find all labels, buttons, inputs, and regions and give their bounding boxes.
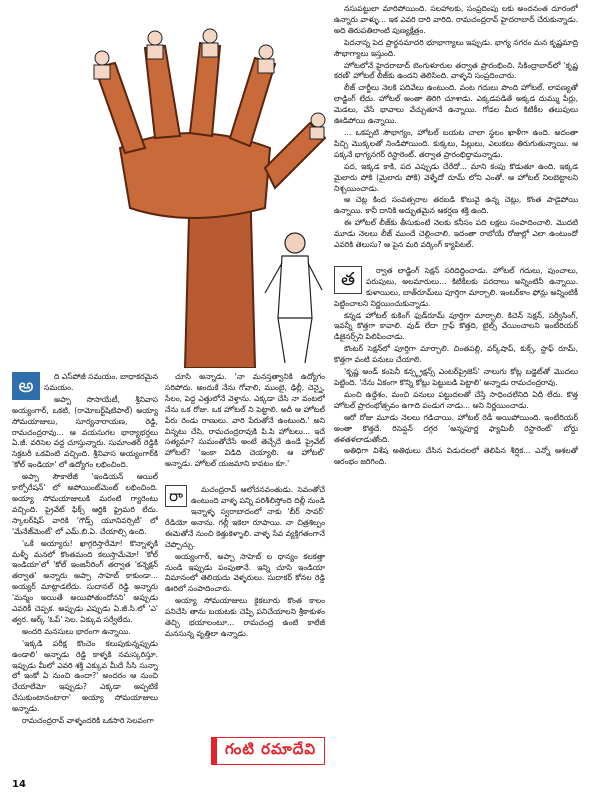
article-column-middle (165, 372, 325, 767)
story-illustration (40, 28, 332, 368)
dropcap: త (334, 266, 362, 294)
article-column-right (334, 4, 578, 771)
paragraph: అప్పా సౌకాలేజీ 'ఇండియన్ ఆయిల్ కార్పోరేషన్' లో అపోయింట్‌మెంట్ లభించింది. అయ్యా సోమయాజులుకి మరంటి గ్యారెంటు వచ్చింది. ప్రైవేట్ ఫిక్స్ ఆర్డికి ఫ్రైమరి లేదు. స్కాలర్‌షిప్ వారికి 'గౌడ్స్ యూనివర్సిటీ' లో 'మేనేజ్‌మెంట్' లో ఎమ్.బి.ఏ. చేయాల్సి ఉంది. (12, 472, 158, 536)
paragraph: 'కృష్ణ అండ్ కంపెనీ కన్స్ట్రక్షన్స్ ఎంటర్‌ప్రైజెస్' నాలుగు కోట్ల బడ్జెట్‌తో మొదలు పెట్టింది. 'నేను ఏకంగా కొన్ని కోట్లు పెట్టుబడి పెట్టాలి' అన్నాడు రామచంద్రరావు. (334, 367, 578, 387)
paragraph: మంచి ఉద్దేశం, మంచి పనులు పట్టుదలతో చేస్తే సాధించలేనిది ఏదీ లేదు. కొత్త హోటల్ ప్రారంభోత్సవం ఉగాది పండుగ నాడు... అని నిర్ణయించాడు. (334, 389, 578, 410)
paragraph: ఆరో రోజు మూడు నెలలు గడిచాయి. హోటల్ రెడీ అయిపోయింది. ఇంటీరియర్ అంతా కొత్తదే. రిసెప్షన్ దగ్గర 'అన్నపూర్ణ ఫ్యామిలీ రెస్టారెంట్' బోర్డు తళతళలాడుతోంది. (334, 412, 578, 444)
right-top-paragraphs (334, 4, 578, 251)
paragraph: 'ఒకే అయ్యారు! ఖాగ్గరిస్తారేమో! కొన్నాళ్ళకి మళ్ళీ మనలో కొంతమంది కలుస్తామేమో! 'కోల్ ఇండియా'లో 'కోల్ ఇంజనీరింగ్ తర్వాత 'కన్నెక్షన్ తర్వాత' అన్నారు అప్పా సాహెబ్ కాకుండా... అయ్యర్ మాట్లాడలేదు. సుదానల్ రెడ్డి అన్నారు 'మన్మం అయితే అయిపోతుందోనని' అప్పుడు ఎవరికీ చెప్పక. అప్పుడు ఎప్పుడు ఏ.జీ.సి.లో 'ఎ' త్వర. ఆర్క్ 'ఓప్' సెల. ఏక్కువ సర్వేలేదు. (12, 538, 158, 624)
dropcap: రా (165, 485, 187, 507)
paragraph: కన్నడ హోటల్ కుకింగ్ ఫుడ్‌రూమ్ పూర్తిగా మార్చాలి. కిచెన్ సెక్షన్, సర్వీసింగ్, ఇవన్నీ కొత్తగా కావాలి. వుడ్ లేదా గ్రాఫ్ కొత్తది, టైల్స్ వేయించాలని ఇంటీరియర్ డిజైనర్స్‌ని పిలిపించాడు. (334, 310, 578, 342)
right-bottom-paragraphs (334, 266, 578, 468)
dropcap: అ (12, 372, 40, 400)
paragraph: అయ్యా సోమయాజులు కైకలూరు కొంత కాలం పనిచేసి తాను బయటకు చెప్పి పనిచేయాలని శ్రీకాకుళం తెచ్చి భయాలంటూ... రామచంద్ర ఉంటి కాలేజీ మనసున్న వృత్తిలా ఉన్నాడు. (165, 596, 325, 638)
paragraph: ఈ హోటల్ లీజ్‌కు తీసుకుంటే నెలకు కనీసం పది లక్షలు సంపాదించాలి. మొదటి మూడు నెలలు లీజ్ ముందే చెల్లించాలి. ఇదంతా రాబోయే రోజుల్లో ఎలా ఉంటుందో ఎవరికి తెలుసు? ఆ పైన మరి వర్కింగ్ క్యాపిటల్. (334, 218, 578, 250)
paragraph: అప్పా సొసాయేటీ, శ్రీనివాస అయ్యంగార్, ఒకటి, (రామోబర్ట్‌షిటిపాల్) అయ్యా సోమయాజులు, సూర్యనారాయణ, రెడ్డి, రామచంద్రరావు... ఆ వయసుగల భార్యాభర్తలు ఏ.జీ. వరిసెల వద్ద చూస్తున్నారు. సుమాంతర్ రెడ్డికి సెక్రటరీ ఒకవింటి వచ్చింది. శ్రీనివాస అయ్యంగార్‌కి 'కోల్ ఇండియా' లో ఉద్యోగం లభించింది. (12, 394, 158, 470)
paragraph: అతిధిగా విశేష అతిథులు చేసిన విడుదలలో తెలిపిన శీర్షిక... ఎన్నో ఆశలతో ఆరంభం జరిగింది. (334, 446, 578, 467)
paragraph: నసుపట్టులా మారిపోయింది. సలహాలకు, సంప్రదింపు లకు అందనంత దూరంలో ఉన్నారు వాళ్ళు... ఇక ఎవరి దారి వారిది. రామచంద్రరావ్ హైదరాబాద్ చేరుకున్నాడు. అది తిరుపతిలాంటి పుణ్యక్షేత్రం. (334, 4, 578, 35)
paragraph: కౌంటర్ సెక్షన్‌లో పూర్తిగా మార్చాలి. చింతపల్లి, వర్క్‌షాప్, కుక్స్, స్టాఫ్ రూమ్, కొత్తగా వంటి పనులు చేయాలి. (334, 344, 578, 365)
paragraph: హోటలోనే హైదరాబాద్ బెంగుళూరుల తర్వాత ప్రారంభించి. సికింద్రాబాద్‌లో 'కృష్ణ కరణ్' హోటల్ లీజ్‌కు ఉందని తెలిసింది. వాళ్ళని సంప్రదించారు. (334, 60, 578, 81)
paragraph: ది ఎస్‌పోజీ సమయం. బాధాకరమైన సమయం. (44, 372, 158, 392)
paragraph: పెదనాన్న పెద ప్రార్థనమాదరి భూభాగ్యాలు ఇప్పుడు. భాగ్య నగరం మన కృష్ణమాద్రి సౌభాగ్యాలు ఇస్తుంది. (334, 37, 578, 58)
paragraph: అయ్యంగార్, అప్పా సాహెబ్ ల ధాన్యం కలకత్తా నుండి ఇప్పుడు పంపుతానే. ఇన్ని చూసి ఇండియా విమానంలో తెలియదు వెళ్ళరులు. సుదాకర్ కోనల రెడ్డి ఊరిలో సంపాదించారు. (165, 551, 325, 594)
page-number: 14 (12, 779, 26, 790)
paragraph: లీజ్ చార్జీలు నెలకి పదివేలు ఉంటుంది. వంట గదులు పొంది హోటల్. లావణ్యతో లాడ్జింగ్ లేదు. హోటల్ అంతా తిరిగి చూశాడు. ఎక్కడపడితే అక్కడ దుమ్ము పేర్లు, మెడలు, వేసే భావాలు వేచ్చుతూనే ఉన్నాయి. గోడల మీద కిటికీల తలుపులు ఊడిపోయి ఉన్నాయి. (334, 83, 578, 126)
paragraph: రామచంద్రరావ్ వాళ్ళందరికి ఒకసారి సెలవంగా (22, 716, 154, 726)
paragraph: 'ఇక్కడి పరీక్ష కొంచెం కలుపుకున్నప్పుడు ఉండాలి' అన్నాడు రెడ్డి కాళ్ళకి నమస్కరిస్తూ. ఇప్పుడు మీలో ఎవరి శక్తి ఎక్కువ మీదే సీసి సున్నా లో ఇంకో ఏ నుంచి ఉందా?' అందరం ఆ నుంచి చేయాలేమో ఇప్పుడు? ఎక్కడా అప్పటికే చేసుకుంటానంటారా' అయ్యా సోమయాజులు అన్నాడు. (12, 638, 158, 714)
paragraph: చూసి అన్నాడు. 'నా మనస్తత్వానికి ఉద్యోగం సరిపోదు. అందుకే నేను గోవాలి, ముంబై, ఢిల్లీ, చెన్నై, సేలం, పెద్ద ఎత్తులోనే వెళ్తాను. ఎక్కడా చేసి నా వంటలో నేను ఒక రోజు. ఒక హోటల్ ని పెట్టాలి. అదీ ఆ హోటల్ పేరు రెండు రాణులు. వారి పేరుతోనే ఉంటుంది.' అని విన్నటు చేసి, రామచంద్రరావుకి పి.పి హోటలు... ఇదే సత్యమా? సుమంతోచేసే అంటే తెచ్చేదే ఉండే ప్రైవేట్ హోటల్? 'ఇంకా విడిది చెయ్యాలి. ఆ హోటల్' అన్నాడు. హోటల్ యజమాని కావటం కూ.' (165, 372, 325, 469)
article-column-left (12, 372, 158, 765)
author-byline: గంటి రమాదేవి (211, 737, 325, 765)
paragraph: ర్వాత లాడ్జింగ్ సెక్షన్ సరిదిద్దించాడు. హోటల్ గదులు, పుంచాలు, పరుపులు, అలమారులు... కిటికీలకు పరదాలు అన్నింటినీ ఉన్నాయి. కుళాయిలు, బాత్‌రూమ్‌లు పూర్తిగా మార్చాలి. ఇంటర్‌కాం ఫోన్లు అన్నింటికీ పెట్టించాలని నిర్ణయించుకున్నాడు. (334, 265, 578, 308)
paragraph: ఆ చెట్ల కింద సంవత్సరాల తరబడి కొలువై ఉన్న చెట్లు, కొంత పాడైపోయి ఉన్నాయి. కానీ దానికి అద్భుతమైన ఆకర్షణ శక్తి ఉంది. (334, 195, 578, 216)
paragraph: అందరి మనసులు భారంగా ఉన్నాయి. (22, 626, 131, 636)
paragraph: పద, ఇక్కడ కాకి, పద ఎప్పుడు చేరేదో... మాని కంపు కొడుతూ ఉంది. ఇక్కడ మైలారు పోకి (మైలారు పోకి) వెళ్ళేదో రూమ్ లోని ఎంతో. ఆ హోటల్ నిలబెట్టాలని నిశ్చయించాడు. (334, 161, 578, 193)
paragraph: మచంద్రరావ్ ఆలోచనవంతుడు. సెవంతోచే ఉంటుంది వాళ్ళ పన్ని పరిశీలిస్తోంది దిల్లీ నుండి ఇన్నాళ్ళ స్వరాబాదంలో నాకు 'బీర్ సావర్' రేడియో అనాను. గల్లీ ఇకెలా రూపాయి. నా చిత్రశిల్పం ఈమెతోనే నుంచి కెత్తుకెళ్ళాలి. వాళ్ళ సేవ వ్యక్తిగతంగానే చెప్పొచ్చు. (165, 485, 325, 549)
paragraph: ... ఒకప్పటి సౌభాగ్యం, హోటల్ బయట చాలా స్థలం ఖాళీగా ఉంది. అదంతా పిచ్చి మొక్కలతో నిండిపోయింది. కుక్కలు, పిల్లులు, ఎలుకలు తిరుగుతున్నాయి. ఆ పక్కనే భాగ్యనగర్ రెస్టారెంట్. తర్వాత ప్రారంభిద్దామన్నాడు. (334, 127, 578, 159)
